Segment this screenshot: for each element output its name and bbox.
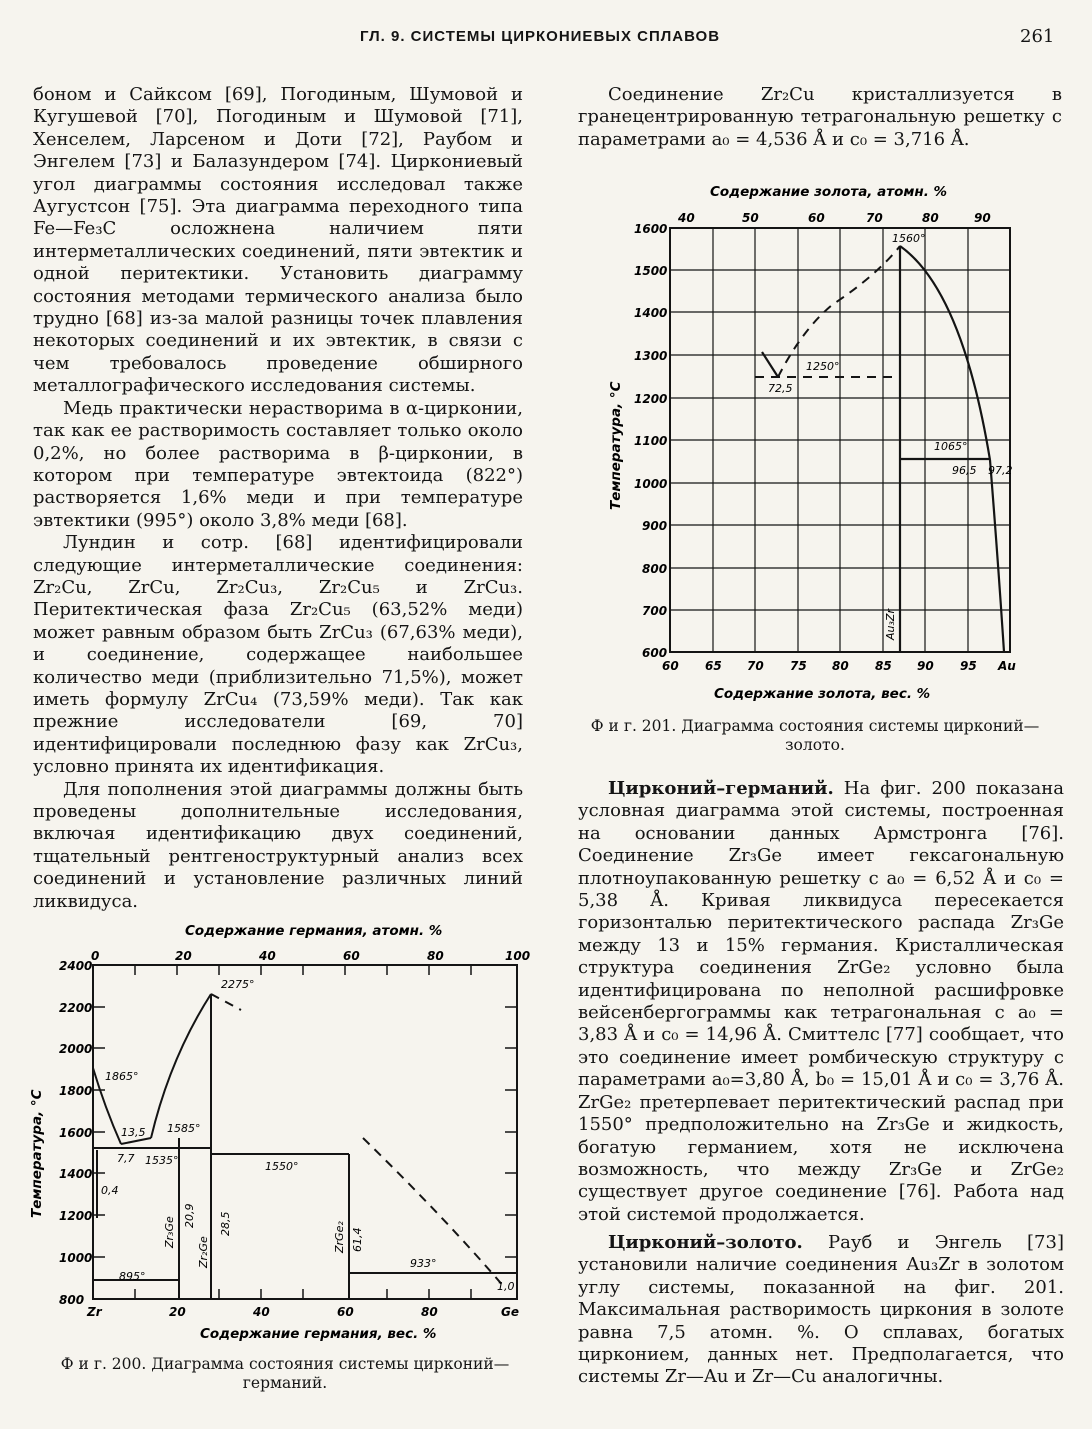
fig200-bottom-tick: Ge [501, 1305, 519, 1319]
fig201-y-tick: 700 [642, 604, 668, 618]
fig200-label: 1585° [167, 1122, 201, 1135]
fig200-label: 1535° [145, 1154, 179, 1167]
fig200-y-tick: 800 [59, 1293, 85, 1307]
figure-200-diagram [25, 918, 545, 1348]
fig201-bottom-tick: 80 [832, 659, 849, 673]
fig200-top-tick: 40 [259, 949, 276, 963]
fig200-label: 61,4 [351, 1227, 364, 1252]
section-zr-au [578, 1232, 1064, 1389]
figure-201-diagram [602, 180, 1042, 710]
fig201-bottom-tick: 60 [662, 659, 679, 673]
fig201-y-tick: 1400 [634, 306, 668, 320]
fig200-label: 1865° [105, 1070, 139, 1083]
fig201-top-tick: 60 [808, 211, 825, 225]
fig201-label: 97,2 [988, 464, 1013, 477]
page-number: 261 [1020, 26, 1055, 47]
fig200-bottom-tick: 20 [169, 1305, 186, 1319]
fig200-y-tick: 2200 [59, 1001, 93, 1015]
right-column-top [578, 84, 1062, 151]
section-text: На фиг. 200 показана условная диаграмма этой системы, построенная на основании данных Армстронга [76]. Соединение Zr₃Ge имеет гексагональную плотноупакованную решетку с a₀ = 6,52 Å и c₀ = 5,38 Å. Кривая ликвидуса пересекается горизонталью перитектического распада Zr₃Ge между 13 и 15% германия. Кристаллическая структура соединения ZrGe₂ условно была идентифицирована по неполной расшифровке вейсенбергограммы как тетрагональная с a₀ = 3,83 Å и c₀ = 14,96 Å. Смиттелс [77] сообщает, что это соединение имеет ромбическую структуру с параметрами a₀=3,80 Å, b₀ = 15,01 Å и c₀ = 3,76 Å. ZrGe₂ претерпевает перитектический распад при 1550° предположительно на Zr₃Ge и жидкость, богатую германием, хотя не исключена возможность, что между Zr₃Ge и ZrGe₂ существует другое соединение [76]. Работа над этой системой продолжается. [578, 778, 1064, 1225]
section-heading: Цирконий–золото. [608, 1232, 803, 1253]
fig201-label: Au₃Zr [884, 609, 897, 640]
fig201-label: 72,5 [768, 382, 793, 395]
fig200-label: 28,5 [219, 1211, 232, 1236]
fig201-y-tick: 1100 [634, 434, 668, 448]
fig200-label: Zr₂Ge [197, 1236, 210, 1268]
section-heading: Цирконий–германий. [608, 778, 834, 799]
fig200-top-axis-label: Содержание германия, атомн. % [185, 923, 443, 939]
fig201-bottom-tick: 65 [705, 659, 722, 673]
section-zr-ge [578, 778, 1064, 1226]
fig200-y-tick: 1000 [59, 1251, 93, 1265]
fig201-y-tick: 800 [642, 562, 668, 576]
fig200-y-tick: 1800 [59, 1084, 93, 1098]
fig200-label: 1550° [265, 1160, 299, 1173]
fig201-bottom-tick: 90 [917, 659, 934, 673]
fig200-y-tick: 1200 [59, 1209, 93, 1223]
figure-201-caption: Ф и г. 201. Диаграмма состояния системы цирконий—золото. [590, 717, 1040, 754]
fig201-top-tick: 50 [742, 211, 759, 225]
page-header [0, 22, 1092, 52]
fig201-top-tick: 40 [678, 211, 695, 225]
fig201-label: 96,5 [952, 464, 977, 477]
fig200-top-tick: 100 [505, 949, 531, 963]
fig200-label: ZrGe₂ [333, 1221, 346, 1253]
paragraph [578, 778, 1064, 1226]
fig201-y-tick: 1500 [634, 264, 668, 278]
fig201-bottom-tick: 70 [747, 659, 764, 673]
fig201-y-tick: 1600 [634, 222, 668, 236]
fig201-top-tick: 70 [866, 211, 883, 225]
fig200-bottom-tick: 60 [337, 1305, 354, 1319]
fig200-y-axis-label: Температура, °С [29, 1089, 45, 1218]
fig201-bottom-tick: Au [998, 659, 1016, 673]
fig200-bottom-tick: 80 [421, 1305, 438, 1319]
fig201-y-tick: 600 [642, 646, 668, 660]
fig201-y-axis-label: Температура, °С [608, 381, 624, 510]
left-column [33, 84, 523, 913]
fig200-label: 7,7 [117, 1152, 135, 1165]
fig200-y-tick: 2000 [59, 1042, 93, 1056]
paragraph: боном и Сайксом [69], Погодиным, Шумовой и Кугушевой [70], Погодиным и Шумовой [71], Хенселем, Ларсеном и Доти [72], Раубом и Энгелем [73] и Балазундером [74]. Циркониевый угол диаграммы состояния исследовал также Аугустсон [75]. Эта диаграмма переходного типа Fe—Fe₃C осложнена наличием пяти интерметаллических соединений, пяти эвтектик и одной перитектики. Установить диаграмму состояния методами термического анализа было трудно [68] из-за малой разницы точек плавления некоторых соединений и их эвтектик, в связи с чем требовалось проведение обширного металлографического исследования системы. [33, 84, 523, 397]
fig200-label: 1,0 [497, 1280, 515, 1293]
fig201-y-tick: 1000 [634, 477, 668, 491]
fig200-frame [93, 965, 517, 1299]
fig200-y-tick: 1400 [59, 1167, 93, 1181]
fig200-y-tick: 1600 [59, 1126, 93, 1140]
fig200-label: 0,4 [101, 1184, 119, 1197]
section-text: Рауб и Энгель [73] установили наличие соединения Au₃Zr в золотом углу системы, показанной на фиг. 201. Максимальная растворимость циркония в золоте равна 7,5 атомн. %. О сплавах, богатых цирконием, данных нет. Предполагается, что системы Zr—Au и Zr—Cu аналогичны. [578, 1232, 1064, 1388]
fig201-top-tick: 90 [974, 211, 991, 225]
fig200-bottom-axis-label: Содержание германия, вес. % [200, 1326, 437, 1342]
fig201-y-tick: 900 [642, 519, 668, 533]
fig200-ticks [93, 965, 517, 1299]
paragraph: Медь практически нерастворима в α-цирконии, так как ее растворимость составляет только около 0,2%, но более растворима в β-цирконии, в котором при температуре эвтектоида (822°) растворяется 1,6% меди и при температуре эвтектики (995°) около 3,8% меди [68]. [33, 397, 523, 531]
paragraph [578, 1232, 1064, 1389]
fig200-label: 2275° [221, 978, 255, 991]
fig201-label: 1065° [934, 440, 968, 453]
fig200-phase-lines [93, 994, 517, 1299]
fig201-top-axis-label: Содержание золота, атомн. % [710, 184, 948, 200]
paragraph: Для пополнения этой диаграммы должны быть проведены дополнительные исследования, включая идентификацию двух соединений, тщательный рентгеноструктурный анализ всех соединений и установление различных линий ликвидуса. [33, 778, 523, 912]
running-title: ГЛ. 9. СИСТЕМЫ ЦИРКОНИЕВЫХ СПЛАВОВ [360, 28, 721, 45]
paragraph: Лундин и сотр. [68] идентифицировали следующие интерметаллические соединения: Zr₂Cu, ZrCu, Zr₂Cu₃, Zr₂Cu₅ и ZrCu₃. Перитектическая фаза Zr₂Cu₅ (63,52% меди) может равным образом быть ZrCu₃ (67,63% меди), и соединение, содержащее наибольшее количество меди (приблизительно 71,5%), может иметь формулу ZrCu₄ (73,59% меди). Так как прежние исследователи [69, 70] идентифицировали последнюю фазу как ZrCu₃, условно принята их идентификация. [33, 532, 523, 778]
fig200-label: 13,5 [121, 1126, 146, 1139]
fig200-y-tick: 2400 [59, 959, 93, 973]
fig201-bottom-tick: 95 [960, 659, 977, 673]
fig201-bottom-tick: 85 [875, 659, 892, 673]
fig200-bottom-tick: Zr [87, 1305, 102, 1319]
fig201-top-tick: 80 [922, 211, 939, 225]
fig200-top-tick: 60 [343, 949, 360, 963]
fig200-label: 933° [410, 1257, 437, 1270]
fig201-y-tick: 1200 [634, 392, 668, 406]
fig200-top-tick: 80 [427, 949, 444, 963]
fig200-top-tick: 0 [91, 949, 100, 963]
fig201-bottom-axis-label: Содержание золота, вес. % [714, 686, 931, 702]
fig200-bottom-tick: 40 [253, 1305, 270, 1319]
fig201-label: 1560° [892, 232, 926, 245]
fig200-label: 20,9 [183, 1203, 196, 1228]
fig201-bottom-tick: 75 [790, 659, 807, 673]
fig201-label: 1250° [806, 360, 840, 373]
fig200-label: 895° [119, 1270, 146, 1283]
fig200-label: Zr₃Ge [163, 1216, 176, 1248]
paragraph: Соединение Zr₂Cu кристаллизуется в гранецентрированную тетрагональную решетку с параметрами a₀ = 4,536 Å и c₀ = 3,716 Å. [578, 84, 1062, 150]
figure-200-caption: Ф и г. 200. Диаграмма состояния системы цирконий—германий. [60, 1355, 510, 1392]
fig201-y-tick: 1300 [634, 349, 668, 363]
fig200-top-tick: 20 [175, 949, 192, 963]
